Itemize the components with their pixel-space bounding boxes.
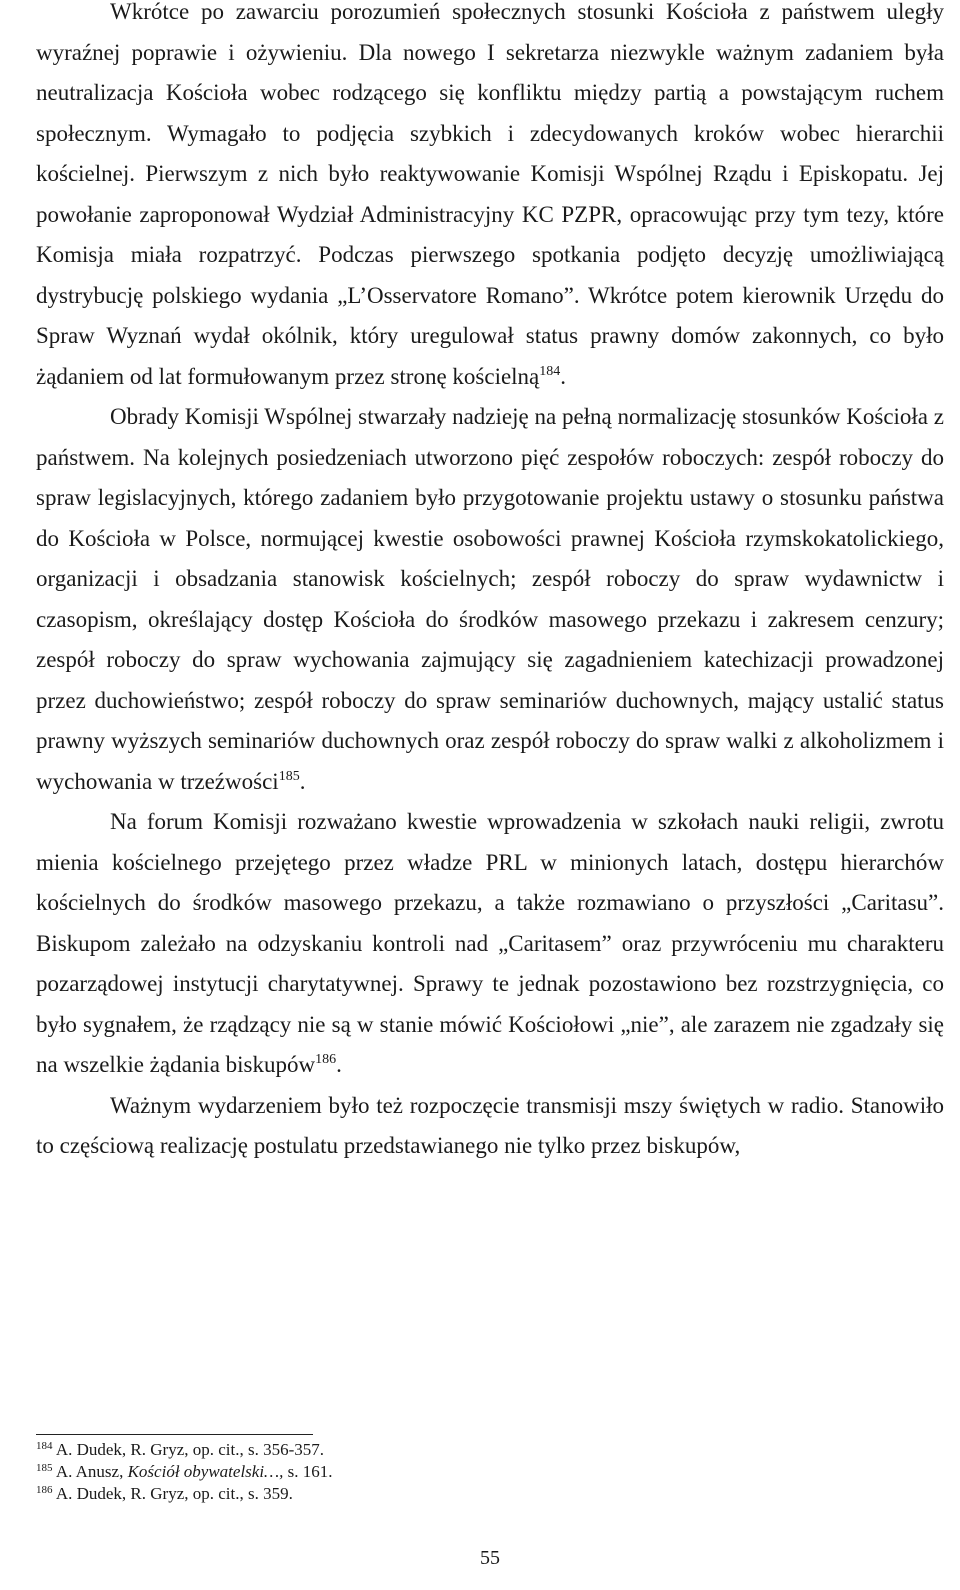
document-page — [36, 0, 944, 1590]
footnote-text-author: A. Anusz, — [55, 1462, 128, 1481]
paragraph-3-text: Na forum Komisji rozważano kwestie wprowadzenia w szkołach nauki religii, zwrotu mienia kościelnego przejętego przez władze PRL w minionych latach, dostępu hierarchów kościelnych do środków masowego przekazu, a także rozmawiano o przyszłości „Caritasu”. Biskupom zależało na odzyskaniu kontroli nad „Caritasem” oraz przywróceniu mu charakteru pozarządowej instytucji charytatywnej. Sprawy te jednak pozostawiono bez rozstrzygnięcia, co było sygnałem, że rządzący nie są w stanie mówić Kościołowi „nie”, ale zarazem nie zgadzały się na wszelkie żądania biskupów — [36, 809, 944, 1077]
footnote-184 — [36, 1439, 944, 1461]
paragraph-2-text: Obrady Komisji Wspólnej stwarzały nadzieję na pełną normalizację stosunków Kościoła z państwem. Na kolejnych posiedzeniach utworzono pięć zespołów roboczych: zespół roboczy do spraw legislacyjnych, którego zadaniem było przygotowanie projektu ustawy o stosunku państwa do Kościoła w Polsce, normującej kwestie osobowości prawnej Kościoła rzymskokatolickiego, organizacji i obsadzania stanowisk kościelnych; zespół roboczy do spraw wydawnictw i czasopism, określający dostęp Kościoła do środków masowego przekazu i zakresem cenzury; zespół roboczy do spraw wychowania zajmujący się zagadnieniem katechizacji prowadzonej przez duchowieństwo; zespół roboczy do spraw seminariów duchownych, mający ustalić status prawny wyższych seminariów duchownych oraz zespół roboczy do spraw walki z alkoholizmem i wychowania w trzeźwości — [36, 404, 944, 794]
paragraph-2-end: . — [299, 768, 306, 794]
paragraph-3-end: . — [336, 1052, 342, 1077]
footnote-text: A. Dudek, R. Gryz, op. cit., s. 356-357. — [55, 1440, 325, 1459]
footnote-ref-184: 184 — [539, 363, 561, 379]
footnote-185 — [36, 1461, 944, 1483]
footnote-number: 186 — [36, 1484, 53, 1496]
footnotes — [36, 1439, 944, 1505]
footnote-divider — [36, 1434, 313, 1435]
footnote-ref-185: 185 — [278, 768, 300, 784]
paragraph-1 — [36, 0, 944, 397]
paragraph-1-end: . — [560, 363, 567, 389]
paragraph-3 — [36, 802, 944, 1086]
footnote-186 — [36, 1483, 944, 1505]
footnote-number: 184 — [36, 1440, 53, 1452]
footnote-text-title: Kościół obywatelski…, — [127, 1462, 284, 1481]
paragraph-4 — [36, 1086, 944, 1167]
footnote-text-page: s. 161. — [283, 1462, 333, 1481]
footnote-text: A. Dudek, R. Gryz, op. cit., s. 359. — [55, 1484, 293, 1503]
paragraph-2 — [36, 397, 944, 802]
footnote-number: 185 — [36, 1462, 53, 1474]
page-number: 55 — [480, 1547, 500, 1569]
body-text — [36, 0, 944, 1167]
footnote-ref-186: 186 — [315, 1052, 337, 1067]
paragraph-1-text: Wkrótce po zawarciu porozumień społecznych stosunki Kościoła z państwem uległy wyraźnej poprawie i ożywieniu. Dla nowego I sekretarza niezwykle ważnym zadaniem była neutralizacja Kościoła wobec rodzącego się konfliktu między partią a powstającym ruchem społecznym. Wymagało to podjęcia szybkich i zdecydowanych kroków wobec hierarchii kościelnej. Pierwszym z nich było reaktywowanie Komisji Wspólnej Rządu i Episkopatu. Jej powołanie zaproponował Wydział Administracyjny KC PZPR, opracowując przy tym tezy, które Komisja miała rozpatrzyć. Podczas pierwszego spotkania podjęto decyzję umożliwiającą dystrybucję polskiego wydania „L’Osservatore Romano”. Wkrótce potem kierownik Urzędu do Spraw Wyznań wydał okólnik, który uregulował status prawny domów zakonnych, co było żądaniem od lat formułowanym przez stronę kościelną — [36, 0, 944, 389]
paragraph-4-text: Ważnym wydarzeniem było też rozpoczęcie transmisji mszy świętych w radio. Stanowiło to częściową realizację postulatu przedstawianego nie tylko przez biskupów, — [36, 1092, 944, 1158]
